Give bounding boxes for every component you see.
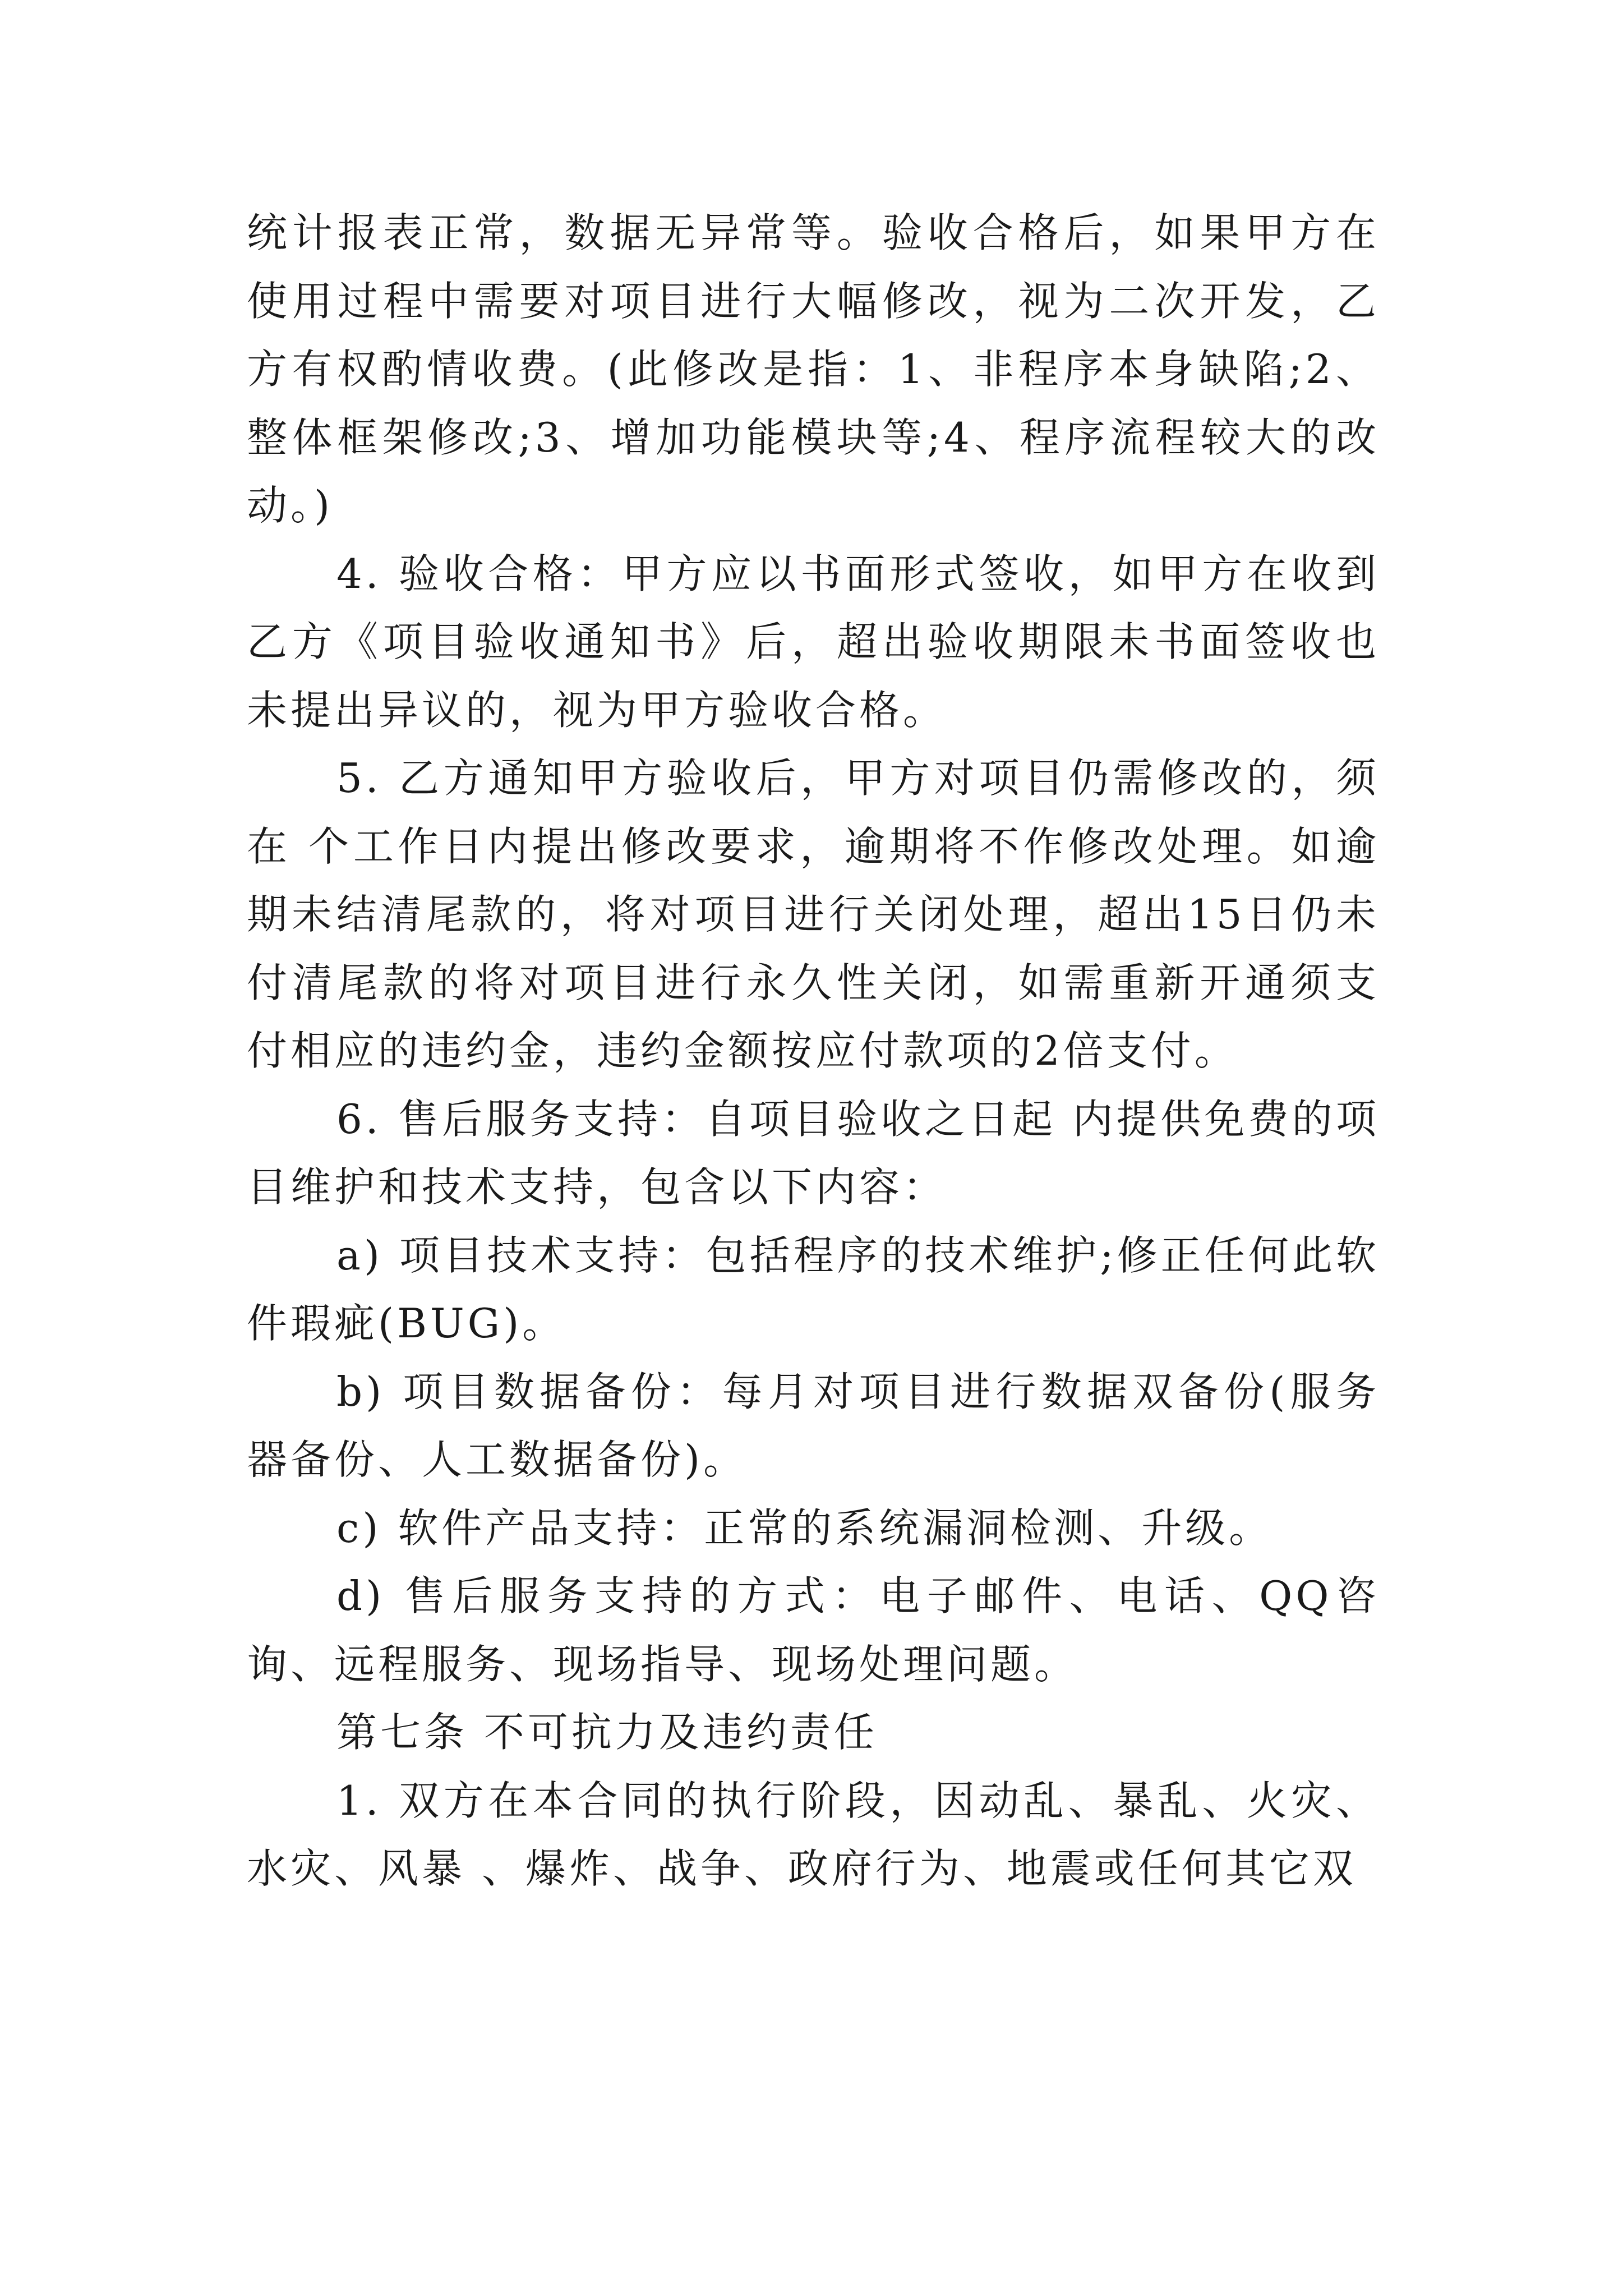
paragraph-article-7-item-1: 1. 双方在本合同的执行阶段，因动乱、暴乱、火灾、水灾、风暴 、爆炸、战争、政府行为、地震或任何其它双 xyxy=(247,1777,1380,1892)
paragraph-item-a-tech-support: a) 项目技术支持：包括程序的技术维护;修正任何此软件瑕疵(BUG)。 xyxy=(247,1231,1380,1347)
paragraph-item-b-data-backup: b) 项目数据备份：每月对项目进行数据双备份(服务器备份、人工数据备份)。 xyxy=(247,1368,1380,1483)
paragraph-acceptance-continued: 统计报表正常，数据无异常等。验收合格后，如果甲方在使用过程中需要对项目进行大幅修改，视为二次开发，乙方有权酌情收费。(此修改是指：1、非程序本身缺陷;2、整体框架修改;3、增加功能模块等;4、程序流程较大的改动。) xyxy=(247,209,1380,529)
paragraph-item-c-product-support: c) 软件产品支持：正常的系统漏洞检测、升级。 xyxy=(336,1504,1273,1552)
paragraph-item-d-support-methods: d) 售后服务支持的方式：电子邮件、电话、QQ咨询、远程服务、现场指导、现场处理问题。 xyxy=(247,1572,1380,1688)
document-body xyxy=(247,199,1380,1903)
paragraph-item-5-modification: 5. 乙方通知甲方验收后，甲方对项目仍需修改的，须在 个工作日内提出修改要求，逾期将不作修改处理。如逾期未结清尾款的，将对项目进行关闭处理，超出15日仍未付清尾款的将对项目进行永久性关闭，如需重新开通须支付相应的违约金，违约金额按应付款项的2倍支付。 xyxy=(247,754,1380,1074)
paragraph-item-6-after-sales: 6. 售后服务支持：自项目验收之日起 内提供免费的项目维护和技术支持，包含以下内容： xyxy=(247,1095,1380,1211)
paragraph-item-4-acceptance: 4. 验收合格：甲方应以书面形式签收，如甲方在收到乙方《项目验收通知书》后，超出验收期限未书面签收也未提出异议的，视为甲方验收合格。 xyxy=(247,550,1380,734)
section-heading-article-7: 第七条 不可抗力及违约责任 xyxy=(336,1709,878,1756)
